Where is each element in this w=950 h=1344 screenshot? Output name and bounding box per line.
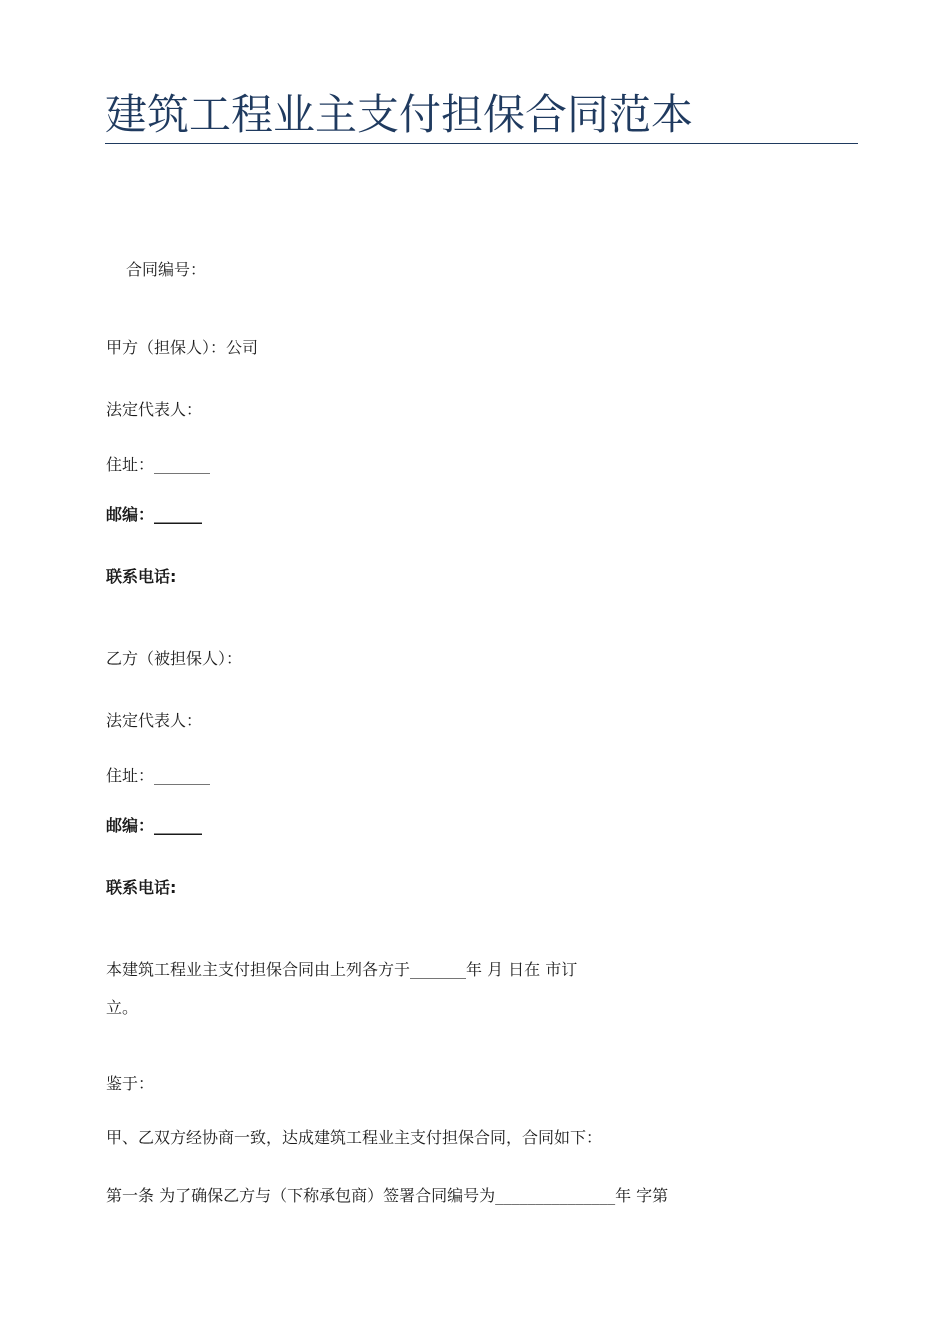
- intro-line-2: 立。: [106, 998, 139, 1017]
- party-a-address: 住址：_______: [106, 455, 211, 474]
- title-underline: [105, 143, 858, 144]
- intro-line-1: 本建筑工程业主支付担保合同由上列各方于_______年 月 日在 市订: [106, 960, 578, 979]
- party-a-name: 甲方（担保人）：公司: [106, 338, 259, 357]
- party-b-representative: 法定代表人：: [106, 711, 203, 730]
- party-a-postcode: 邮编：______: [106, 505, 203, 524]
- agreement-sentence: 甲、乙双方经协商一致，达成建筑工程业主支付担保合同，合同如下：: [106, 1128, 603, 1147]
- party-b-phone: 联系电话:: [106, 878, 177, 897]
- party-b-name: 乙方（被担保人）：: [106, 649, 243, 668]
- party-a-phone: 联系电话:: [106, 567, 177, 586]
- article-1: 第一条 为了确保乙方与（下称承包商）签署合同编号为_______________年 字第: [106, 1186, 669, 1205]
- party-b-address: 住址：_______: [106, 766, 211, 785]
- party-b-postcode: 邮编：______: [106, 816, 203, 835]
- document-title: 建筑工程业主支付担保合同范本: [105, 90, 694, 139]
- contract-number-label: 合同编号：: [126, 260, 207, 279]
- party-a-representative: 法定代表人：: [106, 400, 203, 419]
- whereas-label: 鉴于：: [106, 1074, 155, 1093]
